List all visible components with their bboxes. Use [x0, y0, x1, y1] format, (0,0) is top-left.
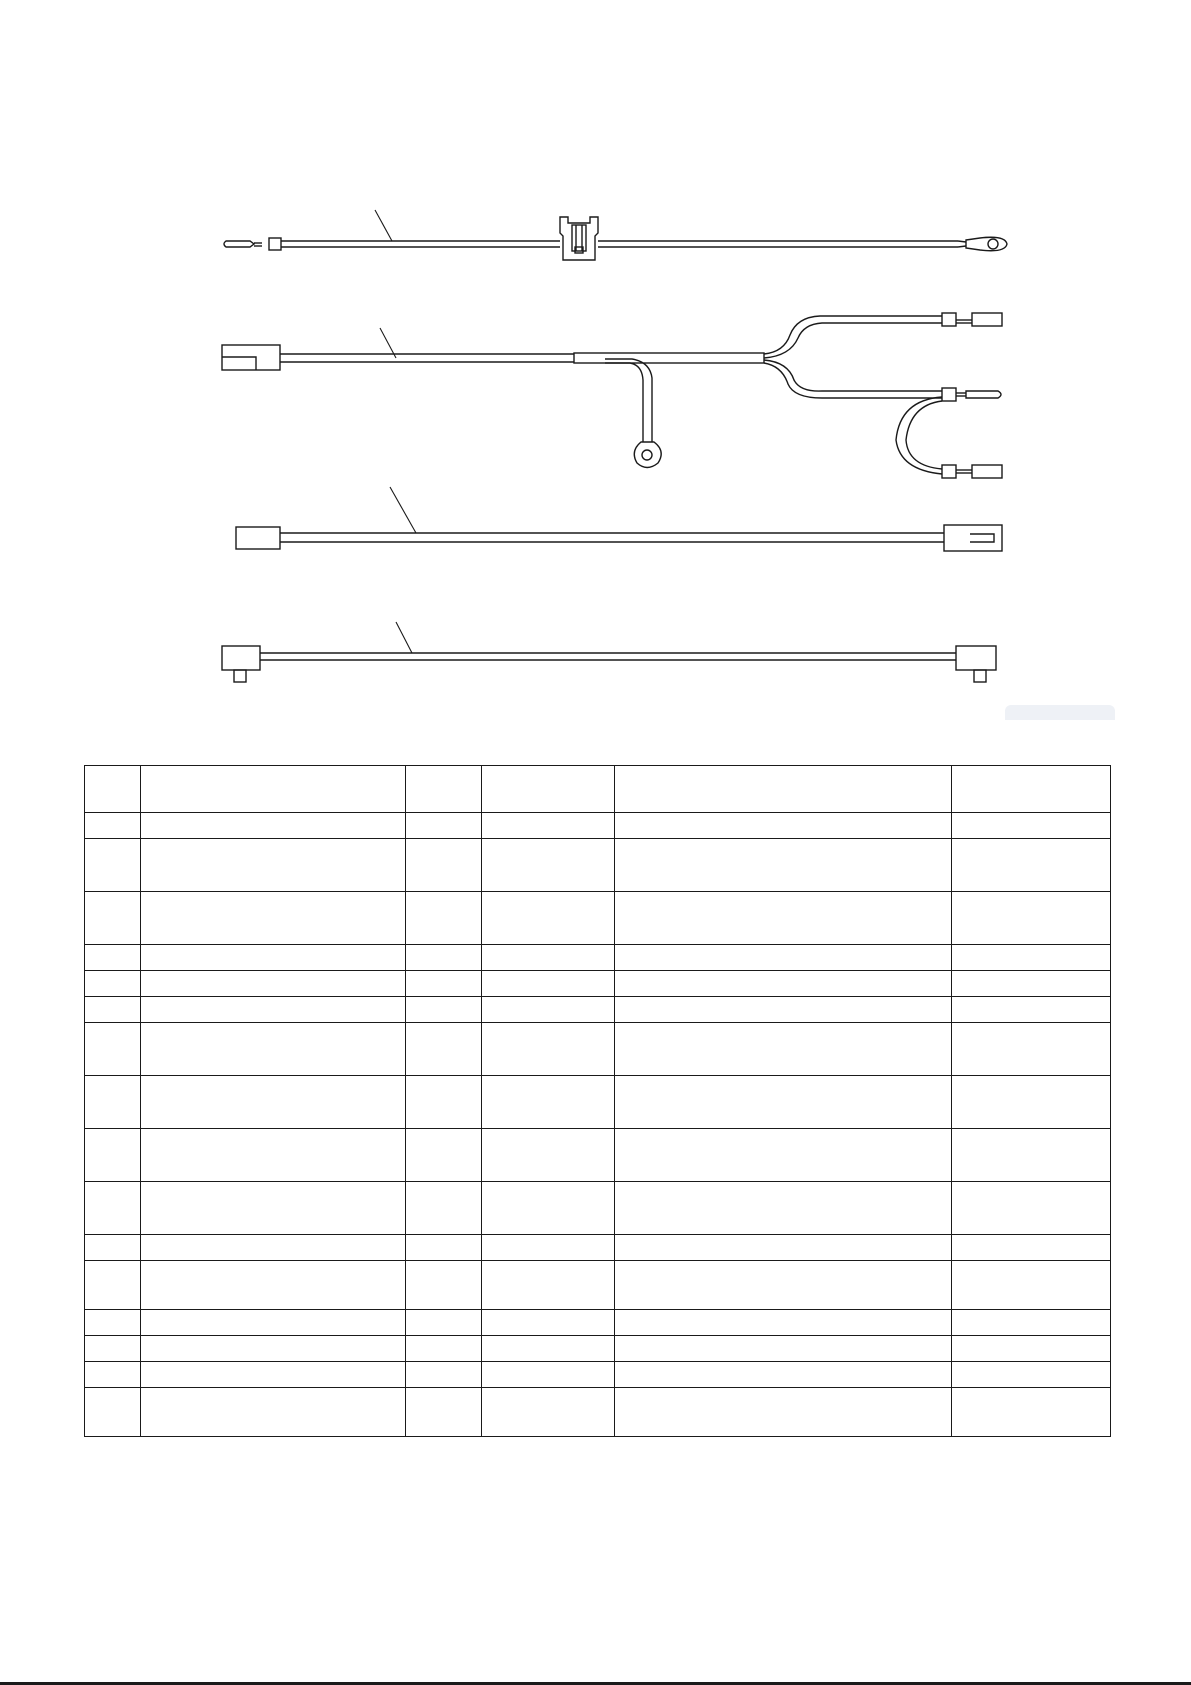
table-cell: [952, 1336, 1111, 1362]
table-cell: [952, 997, 1111, 1023]
table-cell: [141, 1388, 406, 1437]
table-cell: [482, 839, 615, 892]
table-cell: [952, 839, 1111, 892]
table-cell: [952, 1182, 1111, 1235]
harness-2-ground-ring-icon: [634, 442, 661, 468]
table-header-cell: [85, 766, 141, 813]
harness-2-sleeve: [574, 353, 764, 363]
table-row: [85, 1235, 1111, 1261]
table-cell: [952, 1076, 1111, 1129]
table-cell: [615, 1362, 952, 1388]
table-cell: [406, 971, 482, 997]
table-cell: [952, 945, 1111, 971]
harness-1: [224, 210, 1007, 260]
harness-2-ground-branch: [605, 363, 643, 442]
table-header-row: [85, 766, 1111, 813]
table-row: [85, 1362, 1111, 1388]
table-cell: [141, 1310, 406, 1336]
harness-2-lower-terminal-icon: [942, 465, 1002, 478]
highlight-mark: [1005, 705, 1115, 720]
table-cell: [615, 1076, 952, 1129]
table-cell: [85, 997, 141, 1023]
table-cell: [85, 945, 141, 971]
table-row: [85, 1023, 1111, 1076]
harness-3-left-connector-icon: [236, 527, 280, 549]
table-cell: [85, 1129, 141, 1182]
table-cell: [406, 1336, 482, 1362]
harness-4-leader: [396, 622, 412, 653]
table-row: [85, 1261, 1111, 1310]
wire-harness-drawing: [0, 0, 1191, 720]
table-cell: [85, 839, 141, 892]
table-row: [85, 839, 1111, 892]
harness-3: [236, 487, 1002, 551]
table-cell: [141, 1261, 406, 1310]
table-row: [85, 945, 1111, 971]
table-cell: [85, 971, 141, 997]
table-cell: [482, 997, 615, 1023]
table-header-cell: [615, 766, 952, 813]
table-cell: [952, 1388, 1111, 1437]
table-cell: [482, 892, 615, 945]
harness-3-leader: [390, 487, 416, 533]
table-cell: [615, 1235, 952, 1261]
table-row: [85, 1182, 1111, 1235]
table-cell: [482, 1336, 615, 1362]
table-cell: [615, 1129, 952, 1182]
table-cell: [141, 1129, 406, 1182]
table-cell: [615, 997, 952, 1023]
table-cell: [482, 1388, 615, 1437]
table-cell: [482, 1235, 615, 1261]
harness-2-upper-terminal-icon: [942, 313, 1002, 326]
table-cell: [615, 1023, 952, 1076]
table-cell: [406, 1362, 482, 1388]
table-cell: [482, 1023, 615, 1076]
table-cell: [141, 1076, 406, 1129]
harness-4-left-plug-icon: [222, 646, 260, 682]
harness-2-middle-terminal-icon: [942, 388, 1001, 401]
table-cell: [615, 1310, 952, 1336]
table-cell: [85, 1182, 141, 1235]
table-cell: [85, 1023, 141, 1076]
table-header-cell: [406, 766, 482, 813]
harness-4-right-plug-icon: [956, 646, 996, 682]
table-cell: [85, 1388, 141, 1437]
table-cell: [615, 945, 952, 971]
table-cell: [615, 1336, 952, 1362]
table-header-cell: [952, 766, 1111, 813]
table-cell: [141, 1182, 406, 1235]
harness-4: [222, 622, 996, 682]
table-cell: [615, 1388, 952, 1437]
table-cell: [406, 1129, 482, 1182]
table-cell: [406, 839, 482, 892]
table-cell: [406, 1388, 482, 1437]
table-cell: [482, 971, 615, 997]
fuse-holder-icon: [560, 217, 598, 260]
table-cell: [406, 945, 482, 971]
harness-3-right-connector-icon: [944, 525, 1002, 551]
harness-1-leader: [375, 210, 392, 241]
table-cell: [482, 1076, 615, 1129]
table-cell: [141, 945, 406, 971]
table-row: [85, 1076, 1111, 1129]
table-cell: [141, 813, 406, 839]
table-cell: [615, 971, 952, 997]
table-cell: [85, 1310, 141, 1336]
table-cell: [952, 1023, 1111, 1076]
table-row: [85, 892, 1111, 945]
table-header-cell: [482, 766, 615, 813]
table-cell: [952, 1235, 1111, 1261]
table-cell: [482, 945, 615, 971]
table-cell: [406, 1023, 482, 1076]
table-body: [85, 813, 1111, 1437]
harness-1-small-connector: [269, 238, 281, 250]
table-cell: [482, 1310, 615, 1336]
table-row: [85, 1129, 1111, 1182]
table-row: [85, 813, 1111, 839]
table-cell: [952, 813, 1111, 839]
table-cell: [406, 1235, 482, 1261]
table-cell: [85, 892, 141, 945]
parts-table: [84, 765, 1111, 1437]
table-cell: [952, 1129, 1111, 1182]
table-cell: [482, 813, 615, 839]
table-cell: [85, 1261, 141, 1310]
table-cell: [406, 892, 482, 945]
table-cell: [85, 1336, 141, 1362]
table-cell: [85, 1362, 141, 1388]
table-cell: [406, 1182, 482, 1235]
table-cell: [952, 1261, 1111, 1310]
table-header-cell: [141, 766, 406, 813]
table-cell: [615, 1182, 952, 1235]
table-cell: [406, 1261, 482, 1310]
table-cell: [141, 997, 406, 1023]
table-cell: [615, 892, 952, 945]
harness-1-ring-terminal-icon: [958, 237, 1007, 251]
harness-2-main-connector-icon: [222, 345, 280, 370]
table-cell: [482, 1129, 615, 1182]
harness-1-pin-terminal: [224, 241, 254, 247]
table-cell: [952, 971, 1111, 997]
table-cell: [85, 813, 141, 839]
table-cell: [141, 1362, 406, 1388]
wire-harness-diagram: [0, 0, 1191, 720]
harness-2: [222, 313, 1002, 478]
table-row: [85, 997, 1111, 1023]
table-cell: [406, 1076, 482, 1129]
table-cell: [141, 892, 406, 945]
table-cell: [85, 1076, 141, 1129]
table-cell: [482, 1182, 615, 1235]
table-cell: [406, 997, 482, 1023]
table-row: [85, 1336, 1111, 1362]
harness-2-lower-branch: [764, 360, 942, 391]
table-cell: [141, 1023, 406, 1076]
table-cell: [615, 813, 952, 839]
table-cell: [615, 1261, 952, 1310]
table-cell: [85, 1235, 141, 1261]
table-row: [85, 1388, 1111, 1437]
table-cell: [482, 1261, 615, 1310]
table-cell: [615, 839, 952, 892]
table-cell: [952, 1310, 1111, 1336]
table-cell: [952, 1362, 1111, 1388]
table-cell: [952, 892, 1111, 945]
table-cell: [141, 1336, 406, 1362]
table-row: [85, 1310, 1111, 1336]
table-row: [85, 971, 1111, 997]
table-cell: [141, 839, 406, 892]
table-cell: [406, 1310, 482, 1336]
table-cell: [141, 971, 406, 997]
table-cell: [482, 1362, 615, 1388]
table-cell: [406, 813, 482, 839]
table-cell: [141, 1235, 406, 1261]
